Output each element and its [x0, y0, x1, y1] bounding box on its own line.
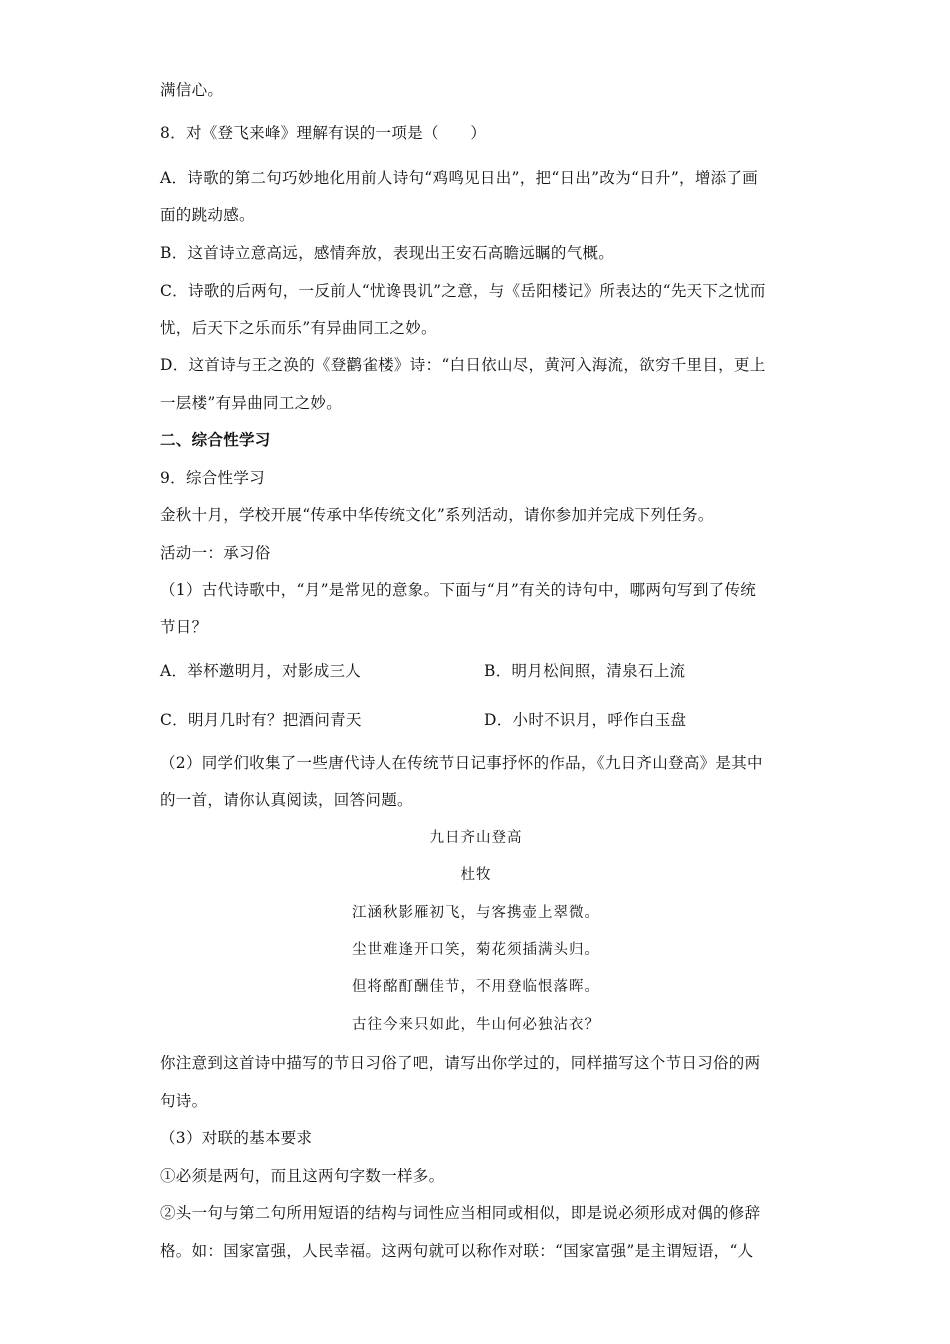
rule-1: ①必须是两句，而且这两句字数一样多。: [160, 1167, 445, 1185]
choice-a: A．举杯邀明月，对影成三人: [160, 662, 362, 680]
subquestion-2-prompt-cont: 句诗。: [160, 1092, 208, 1110]
subquestion-1-cont: 节日？: [160, 618, 208, 636]
question-8-option-a-cont: 面的跳动感。: [160, 206, 255, 224]
question-9-stem: 9．综合性学习: [160, 469, 265, 487]
choice-c: C．明月几时有？把酒问青天: [160, 711, 362, 729]
choice-d: D．小时不识月，呼作白玉盘: [484, 711, 687, 729]
poem-verse: 但将酩酊酬佳节，不用登临恨落晖。: [352, 979, 600, 995]
paragraph-line: 满信心。: [160, 81, 224, 99]
question-8-option-c: C．诗歌的后两句，一反前人“忧谗畏讥”之意，与《岳阳楼记》所表达的“先天下之忧而: [160, 282, 766, 300]
subquestion-1: （1）古代诗歌中，“月”是常见的意象。下面与“月”有关的诗句中，哪两句写到了传统: [160, 581, 757, 599]
poem-verse: 尘世难逢开口笑，菊花须插满头归。: [352, 942, 600, 958]
question-8-option-d: D．这首诗与王之涣的《登鹳雀楼》诗：“白日依山尽，黄河入海流，欲穷千里目，更上: [160, 356, 766, 374]
question-8-option-c-cont: 忧，后天下之乐而乐”有异曲同工之妙。: [160, 319, 437, 337]
subquestion-2: （2）同学们收集了一些唐代诗人在传统节日记事抒怀的作品，《九日齐山登高》是其中: [160, 754, 763, 772]
poem-title: 九日齐山登高: [429, 830, 523, 846]
activity-one-heading: 活动一：承习俗: [160, 544, 271, 562]
question-8-option-b: B．这首诗立意高远，感情奔放，表现出王安石高瞻远瞩的气概。: [160, 244, 615, 262]
question-8-option-d-cont: 一层楼”有异曲同工之妙。: [160, 394, 343, 412]
rule-2: ②头一句与第二句所用短语的结构与词性应当相同或相似，即是说必须形成对偶的修辞: [160, 1204, 761, 1222]
poem-author: 杜牧: [460, 867, 492, 883]
subquestion-2-cont: 的一首，请你认真阅读，回答问题。: [160, 791, 413, 809]
question-8-stem: 8．对《登飞来峰》理解有误的一项是（ ）: [160, 124, 487, 142]
question-8-option-a: A．诗歌的第二句巧妙地化用前人诗句“鸡鸣见日出”，把“日出”改为“日升”，增添了画: [160, 169, 759, 187]
choice-b: B．明月松间照，清泉石上流: [484, 662, 686, 680]
question-9-intro: 金秋十月，学校开展“传承中华传统文化”系列活动，请你参加并完成下列任务。: [160, 506, 714, 524]
subquestion-2-prompt: 你注意到这首诗中描写的节日习俗了吧，请写出你学过的，同样描写这个节日习俗的两: [160, 1054, 761, 1072]
section-heading: 二、综合性学习: [160, 430, 271, 449]
rule-2-cont: 格。如：国家富强，人民幸福。这两句就可以称作对联：“国家富强”是主谓短语，“人: [160, 1242, 754, 1260]
poem-verse: 江涵秋影雁初飞，与客携壶上翠微。: [352, 905, 600, 921]
subquestion-3: （3）对联的基本要求: [160, 1129, 313, 1147]
poem-verse: 古往今来只如此，牛山何必独沾衣？: [352, 1017, 600, 1033]
